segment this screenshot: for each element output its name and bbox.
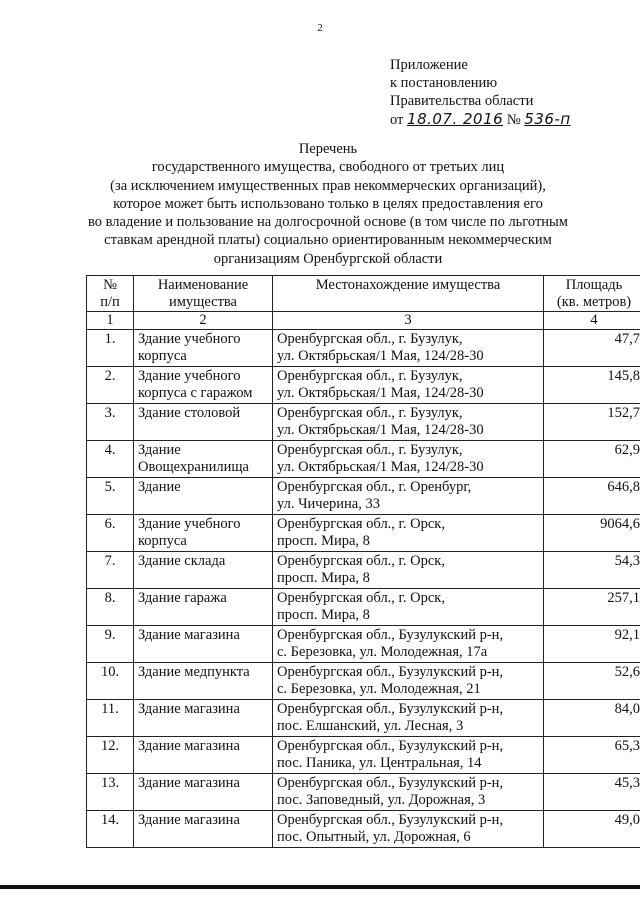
table-row — [87, 737, 640, 774]
table-row — [87, 774, 640, 811]
cell-num — [87, 774, 134, 811]
cell-location-line: ул. Октябрьская/1 Мая, 124/28-30 — [277, 385, 484, 401]
cell-location-line: Оренбургская обл., Бузулукский р-н, — [277, 664, 504, 680]
number-label: № — [506, 112, 521, 128]
cell-name-line: Здание учебного — [138, 331, 241, 347]
cell-area — [544, 441, 640, 478]
table-row — [87, 589, 640, 626]
title-line: которое может быть использовано только в целях предоставления его — [113, 195, 543, 212]
table-row — [87, 626, 640, 663]
cell-name-line: корпуса — [138, 533, 187, 549]
handwritten-date: 18.07. 2016 — [407, 110, 504, 128]
cell-location-line: Оренбургская обл., Бузулукский р-н, — [277, 701, 504, 717]
cell-name — [134, 367, 273, 404]
cell-num — [87, 367, 134, 404]
cell-location — [273, 589, 544, 626]
cell-location-line: пос. Паника, ул. Центральная, 14 — [277, 755, 482, 771]
cell-name — [134, 404, 273, 441]
cell-num — [87, 700, 134, 737]
cell-num — [87, 330, 134, 367]
cell-name-line: Здание гаража — [138, 590, 227, 606]
cell-num-line: 3. — [104, 405, 116, 421]
cell-num-line: 14. — [100, 812, 120, 828]
cell-location — [273, 441, 544, 478]
title-line: во владение и пользование на долгосрочной основе (в том числе по льготным — [88, 214, 568, 231]
page-number: 2 — [317, 22, 323, 34]
cell-area-line: 257,1 — [607, 590, 640, 606]
cell-location-line: просп. Мира, 8 — [277, 607, 370, 623]
cell-location-line: пос. Елшанский, ул. Лесная, 3 — [277, 718, 464, 734]
cell-area-line: 49,0 — [614, 812, 640, 828]
cell-name-line: Здание — [138, 442, 181, 458]
cell-location-line: ул. Октябрьская/1 Мая, 124/28-30 — [277, 422, 484, 438]
header-area — [544, 276, 640, 312]
cell-num — [87, 737, 134, 774]
header-num — [87, 276, 134, 312]
cell-area — [544, 589, 640, 626]
cell-name-line: Овощехранилища — [138, 459, 249, 475]
cell-location — [273, 367, 544, 404]
cell-name — [134, 626, 273, 663]
column-index: 4 — [544, 312, 640, 330]
table-row — [87, 478, 640, 515]
cell-name — [134, 811, 273, 848]
header-num-line: п/п — [100, 293, 120, 310]
property-table — [86, 275, 640, 848]
table-row — [87, 700, 640, 737]
cell-num-line: 12. — [100, 738, 120, 754]
cell-area-line: 47,7 — [614, 331, 640, 347]
cell-name — [134, 441, 273, 478]
header-area-line: (кв. метров) — [556, 293, 632, 310]
cell-location-line: Оренбургская обл., г. Бузулук, — [277, 405, 463, 421]
cell-name — [134, 330, 273, 367]
cell-location-line: с. Березовка, ул. Молодежная, 21 — [277, 681, 481, 697]
cell-location — [273, 626, 544, 663]
cell-num-line: 6. — [104, 516, 116, 532]
cell-location-line: Оренбургская обл., г. Бузулук, — [277, 442, 463, 458]
title-line: (за исключением имущественных прав некоммерческих организаций), — [110, 177, 546, 194]
cell-location — [273, 515, 544, 552]
cell-area-line: 9064,6 — [600, 516, 640, 532]
title-line: государственного имущества, свободного от третьих лиц — [151, 159, 505, 176]
table-row — [87, 404, 640, 441]
title-line: ставкам арендной платы) социально ориентированным некоммерческим — [104, 232, 552, 249]
cell-location-line: просп. Мира, 8 — [277, 570, 370, 586]
title-line: организациям Оренбургской области — [213, 250, 443, 267]
appendix-block — [390, 56, 571, 129]
table-row — [87, 367, 640, 404]
cell-name-line: Здание магазина — [138, 627, 240, 643]
appendix-line: Приложение — [390, 57, 468, 73]
cell-num — [87, 404, 134, 441]
cell-area-line: 52,6 — [614, 664, 640, 680]
cell-location-line: Оренбургская обл., Бузулукский р-н, — [277, 812, 504, 828]
header-name-line: имущества — [168, 293, 237, 310]
cell-area — [544, 367, 640, 404]
column-index: 2 — [134, 312, 273, 330]
cell-name — [134, 737, 273, 774]
cell-location-line: Оренбургская обл., г. Орск, — [277, 590, 445, 606]
table-row — [87, 330, 640, 367]
header-location — [273, 276, 544, 312]
cell-area — [544, 811, 640, 848]
header-location-text: Местонахождение имущества — [315, 277, 501, 293]
cell-name-line: Здание магазина — [138, 701, 240, 717]
cell-area-line: 62,9 — [614, 442, 640, 458]
cell-name-line: Здание магазина — [138, 738, 240, 754]
header-name-line: Наименование — [157, 277, 249, 293]
cell-num — [87, 478, 134, 515]
cell-name-line: Здание склада — [138, 553, 226, 569]
appendix-line: к постановлению — [390, 75, 498, 91]
cell-name — [134, 700, 273, 737]
cell-name-line: корпуса с гаражом — [138, 385, 253, 401]
document-title — [60, 140, 596, 268]
cell-num-line: 1. — [104, 331, 116, 347]
cell-location — [273, 330, 544, 367]
cell-num-line: 4. — [104, 442, 116, 458]
cell-location — [273, 663, 544, 700]
bottom-rule — [0, 885, 640, 889]
cell-num-line: 7. — [104, 553, 116, 569]
header-num-line: № — [103, 277, 117, 293]
cell-area — [544, 515, 640, 552]
cell-num — [87, 552, 134, 589]
cell-location — [273, 811, 544, 848]
cell-name-line: Здание магазина — [138, 812, 240, 828]
cell-name-line: Здание учебного — [138, 516, 241, 532]
cell-name — [134, 663, 273, 700]
cell-num-line: 5. — [104, 479, 116, 495]
cell-name — [134, 774, 273, 811]
cell-area — [544, 737, 640, 774]
cell-num-line: 10. — [100, 664, 120, 680]
cell-location-line: Оренбургская обл., г. Бузулук, — [277, 331, 463, 347]
table-row — [87, 663, 640, 700]
cell-area — [544, 404, 640, 441]
column-index: 1 — [87, 312, 134, 330]
handwritten-number: 536-п — [524, 110, 571, 128]
table-row — [87, 552, 640, 589]
cell-area-line: 45,3 — [614, 775, 640, 791]
cell-name — [134, 478, 273, 515]
table-row — [87, 515, 640, 552]
cell-location-line: ул. Октябрьская/1 Мая, 124/28-30 — [277, 348, 484, 364]
cell-name-line: Здание столовой — [138, 405, 241, 421]
cell-area — [544, 774, 640, 811]
cell-area-line: 92,1 — [614, 627, 640, 643]
cell-area-line: 145,8 — [607, 368, 640, 384]
cell-location-line: Оренбургская обл., г. Бузулук, — [277, 368, 463, 384]
cell-num — [87, 589, 134, 626]
appendix-date-line — [390, 110, 571, 129]
appendix-line: Правительства области — [390, 93, 534, 109]
header-area-line: Площадь — [565, 277, 623, 293]
cell-area — [544, 626, 640, 663]
cell-num-line: 2. — [104, 368, 116, 384]
cell-area — [544, 552, 640, 589]
cell-location-line: Оренбургская обл., г. Орск, — [277, 553, 445, 569]
cell-num — [87, 811, 134, 848]
cell-area-line: 54,3 — [614, 553, 640, 569]
cell-area-line: 84,0 — [614, 701, 640, 717]
cell-location — [273, 700, 544, 737]
cell-name-line: Здание медпункта — [138, 664, 250, 680]
cell-num-line: 9. — [104, 627, 116, 643]
cell-area — [544, 330, 640, 367]
cell-location-line: ул. Октябрьская/1 Мая, 124/28-30 — [277, 459, 484, 475]
cell-location-line: пос. Опытный, ул. Дорожная, 6 — [277, 829, 471, 845]
cell-name-line: Здание — [138, 479, 181, 495]
title-line: Перечень — [298, 141, 358, 157]
cell-location-line: Оренбургская обл., Бузулукский р-н, — [277, 775, 504, 791]
cell-area-line: 152,7 — [607, 405, 640, 421]
header-name — [134, 276, 273, 312]
cell-area-line: 65,3 — [614, 738, 640, 754]
cell-location-line: просп. Мира, 8 — [277, 533, 370, 549]
cell-location — [273, 404, 544, 441]
cell-name — [134, 589, 273, 626]
table-header-row — [87, 276, 640, 312]
cell-num — [87, 441, 134, 478]
table-row — [87, 811, 640, 848]
cell-location-line: с. Березовка, ул. Молодежная, 17а — [277, 644, 488, 660]
table-body — [87, 330, 640, 848]
cell-area — [544, 663, 640, 700]
cell-name-line: корпуса — [138, 348, 187, 364]
cell-location — [273, 774, 544, 811]
cell-num — [87, 515, 134, 552]
cell-num-line: 8. — [104, 590, 116, 606]
cell-location — [273, 737, 544, 774]
cell-num-line: 11. — [101, 701, 119, 717]
cell-location-line: Оренбургская обл., Бузулукский р-н, — [277, 627, 504, 643]
cell-area — [544, 700, 640, 737]
from-label: от — [390, 112, 404, 128]
cell-location-line: Оренбургская обл., Бузулукский р-н, — [277, 738, 504, 754]
cell-location-line: Оренбургская обл., г. Оренбург, — [277, 479, 472, 495]
table-row — [87, 441, 640, 478]
column-index: 3 — [273, 312, 544, 330]
cell-num — [87, 626, 134, 663]
cell-location-line: Оренбургская обл., г. Орск, — [277, 516, 445, 532]
cell-area-line: 646,8 — [607, 479, 640, 495]
cell-location — [273, 478, 544, 515]
cell-location-line: ул. Чичерина, 33 — [277, 496, 380, 512]
cell-name-line: Здание магазина — [138, 775, 240, 791]
column-index-row — [87, 312, 640, 330]
cell-location — [273, 552, 544, 589]
cell-area — [544, 478, 640, 515]
cell-name — [134, 552, 273, 589]
cell-name-line: Здание учебного — [138, 368, 241, 384]
cell-num — [87, 663, 134, 700]
cell-name — [134, 515, 273, 552]
cell-location-line: пос. Заповедный, ул. Дорожная, 3 — [277, 792, 486, 808]
cell-num-line: 13. — [100, 775, 120, 791]
